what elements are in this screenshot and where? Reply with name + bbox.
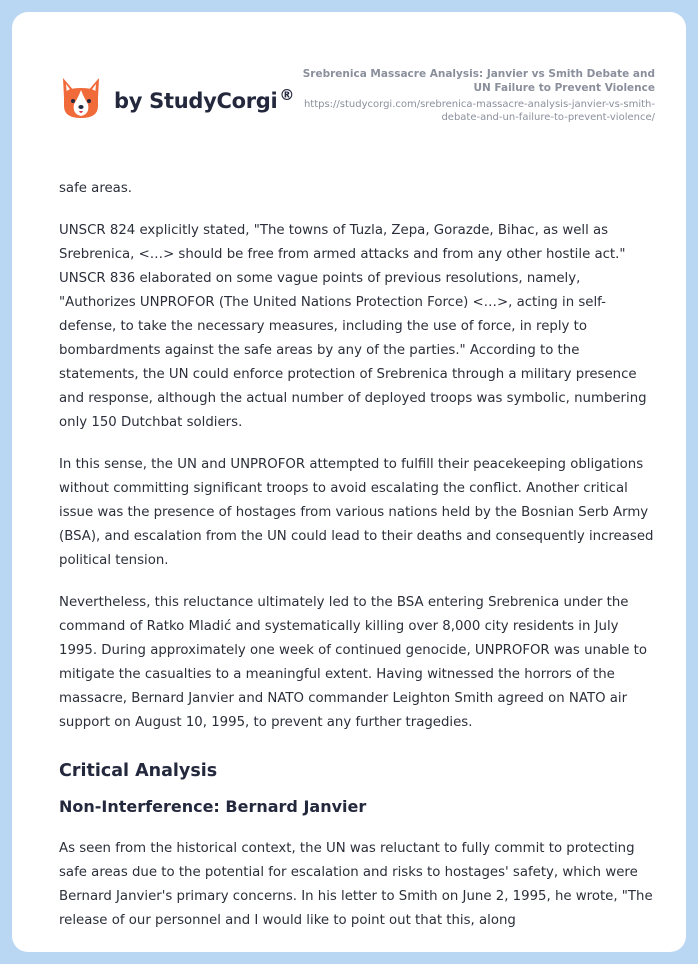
document-title: Srebrenica Massacre Analysis: Janvier vs Smith Debate and UN Failure to Prevent Violence xyxy=(302,68,655,94)
paragraph: Nevertheless, this reluctance ultimately led to the BSA entering Srebrenica under the command of Ratko Mladić and systematically killing over 8,000 city residents in July 1995. During approximately one week of continued genocide, UNPROFOR was unable to mitigate the casualties to a meaningful extent. Having witnessed the horrors of the massacre, Bernard Janvier and NATO commander Leighton Smith agreed on NATO air support on August 10, 1995, to prevent any further tragedies. xyxy=(59,595,647,730)
paragraph: UNSCR 824 explicitly stated, "The towns of Tuzla, Zepa, Gorazde, Bihac, as well as Srebrenica, <…> should be free from armed attacks and from any other hostile act." UNSCR 836 elaborated on some vague points of previous resolutions, namely, "Authorizes UNPROFOR (The United Nations Protection Force) <…>, acting in self-defense, to take the necessary measures, including the use of force, in reply to bombardments against the safe areas by any of the parties." According to the statements, the UN could enforce protection of Srebrenica through a military presence and response, although the actual number of deployed troops was symbolic, numbering only 150 Dutchbat soldiers. xyxy=(59,223,647,430)
subsection-heading: Non-Interference: Bernard Janvier xyxy=(59,797,367,816)
document-meta xyxy=(295,67,655,124)
document-page xyxy=(12,12,686,952)
registered-mark: ® xyxy=(279,85,295,104)
document-url-link[interactable]: https://studycorgi.com/srebrenica-massacre-analysis-janvier-vs-smith-debate-and-un-failure-to-prevent-violence/ xyxy=(303,99,655,123)
corgi-logo-icon xyxy=(60,76,102,122)
paragraph: In this sense, the UN and UNPROFOR attempted to fulfill their peacekeeping obligations without committing significant troops to avoid escalating the conflict. Another critical issue was the presence of hostages from various nations held by the Bosnian Serb Army (BSA), and escalation from the UN could lead to their deaths and consequently increased political tension. xyxy=(59,457,654,568)
paragraph: As seen from the historical context, the UN was reluctant to fully commit to protecting safe areas due to the potential for escalation and risks to hostages' safety, which were Bernard Janvier's primary concerns. In his letter to Smith on June 2, 1995, he wrote, "The release of our personnel and I would like to point out that this, along xyxy=(59,841,653,928)
paragraph: safe areas. xyxy=(59,181,132,196)
section-heading: Critical Analysis xyxy=(59,761,218,781)
studycorgi-logo[interactable] xyxy=(60,76,294,122)
page-header xyxy=(12,12,686,152)
article-body xyxy=(59,177,659,951)
brand-name: by StudyCorgi ® xyxy=(114,85,295,113)
